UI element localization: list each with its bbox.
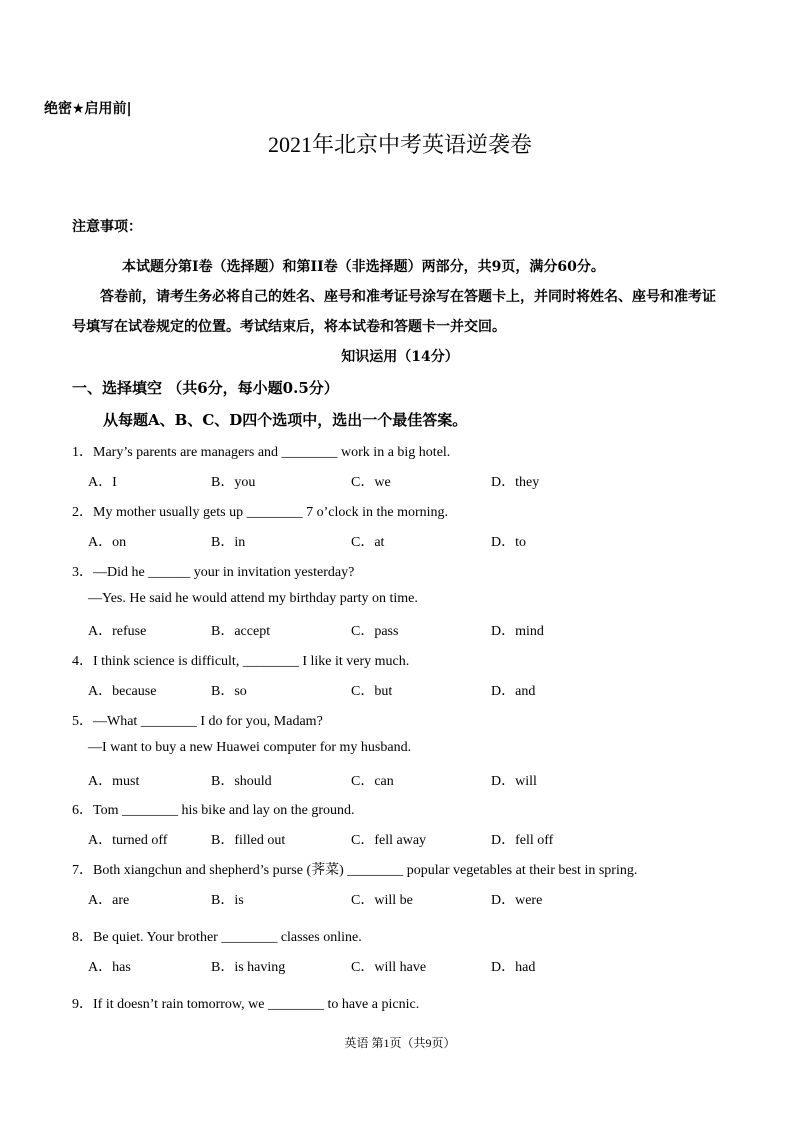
option-b: B．in [211, 535, 246, 550]
option-b: B．you [211, 475, 256, 490]
option-c: C．at [351, 535, 385, 550]
notice-heading: 注意事项： [72, 219, 142, 235]
option-d: D．had [491, 960, 536, 975]
section-title: 知识运用（14分） [341, 349, 459, 365]
option-a: A．because [88, 684, 157, 699]
option-b: B．filled out [211, 833, 286, 848]
option-d: D．to [491, 535, 526, 550]
option-a: A．refuse [88, 624, 147, 639]
confidential-label: 绝密★启用前| [44, 101, 132, 117]
question-stem: 3．—Did he ______ your in invitation yesterday? [72, 565, 355, 580]
part-one-heading: 一、选择填空 （共6分，每小题0.5分） [72, 379, 339, 397]
question-stem: 1．Mary’s parents are managers and ________ work in a big hotel. [72, 445, 451, 460]
option-a: A．turned off [88, 833, 168, 848]
option-d: D．mind [491, 624, 544, 639]
option-a: A．are [88, 893, 130, 908]
notice-paragraph-2-line-2: 号填写在试卷规定的位置。考试结束后，将本试卷和答题卡一并交回。 [72, 319, 506, 335]
question-stem: 7．Both xiangchun and shepherd’s purse (荠菜) ________ popular vegetables at their best in spring. [72, 863, 638, 878]
option-c: C．we [351, 475, 391, 490]
option-c: C．will be [351, 893, 413, 908]
option-c: C．will have [351, 960, 427, 975]
question-stem: 6．Tom ________ his bike and lay on the ground. [72, 803, 355, 818]
question-stem: 4．I think science is difficult, ________ I like it very much. [72, 654, 410, 669]
option-d: D．were [491, 893, 543, 908]
page-footer: 英语 第1页（共9页） [344, 1036, 456, 1050]
question-stem: 5．—What ________ I do for you, Madam? [72, 714, 323, 729]
option-d: D．they [491, 475, 540, 490]
option-d: D．will [491, 774, 537, 789]
part-one-instruction: 从每题A、B、C、D四个选项中，选出一个最佳答案。 [103, 411, 468, 429]
option-b: B．is having [211, 960, 286, 975]
option-a: A．I [88, 475, 117, 490]
option-b: B．is [211, 893, 244, 908]
question-stem: 9．If it doesn’t rain tomorrow, we ________ to have a picnic. [72, 997, 420, 1012]
option-c: C．can [351, 774, 394, 789]
option-d: D．and [491, 684, 536, 699]
notice-paragraph-1: 本试题分第I卷（选择题）和第II卷（非选择题）两部分，共9页，满分60分。 [122, 259, 605, 275]
option-b: B．should [211, 774, 272, 789]
question-stem-reply: —I want to buy a new Huawei computer for my husband. [88, 740, 412, 755]
page-title: 2021年北京中考英语逆袭卷 [267, 132, 532, 157]
question-stem-reply: —Yes. He said he would attend my birthday party on time. [88, 591, 418, 606]
option-a: A．on [88, 535, 127, 550]
option-c: C．fell away [351, 833, 427, 848]
option-a: A．has [88, 960, 131, 975]
option-b: B．so [211, 684, 247, 699]
question-stem: 8．Be quiet. Your brother ________ classes online. [72, 930, 362, 945]
option-d: D．fell off [491, 833, 554, 848]
option-c: C．but [351, 684, 393, 699]
notice-paragraph-2-line-1: 答卷前，请考生务必将自己的姓名、座号和准考证号涂写在答题卡上，并同时将姓名、座号和准考证 [100, 289, 716, 305]
option-a: A．must [88, 774, 140, 789]
option-c: C．pass [351, 624, 399, 639]
option-b: B．accept [211, 624, 271, 639]
question-stem: 2．My mother usually gets up ________ 7 o’clock in the morning. [72, 505, 449, 520]
